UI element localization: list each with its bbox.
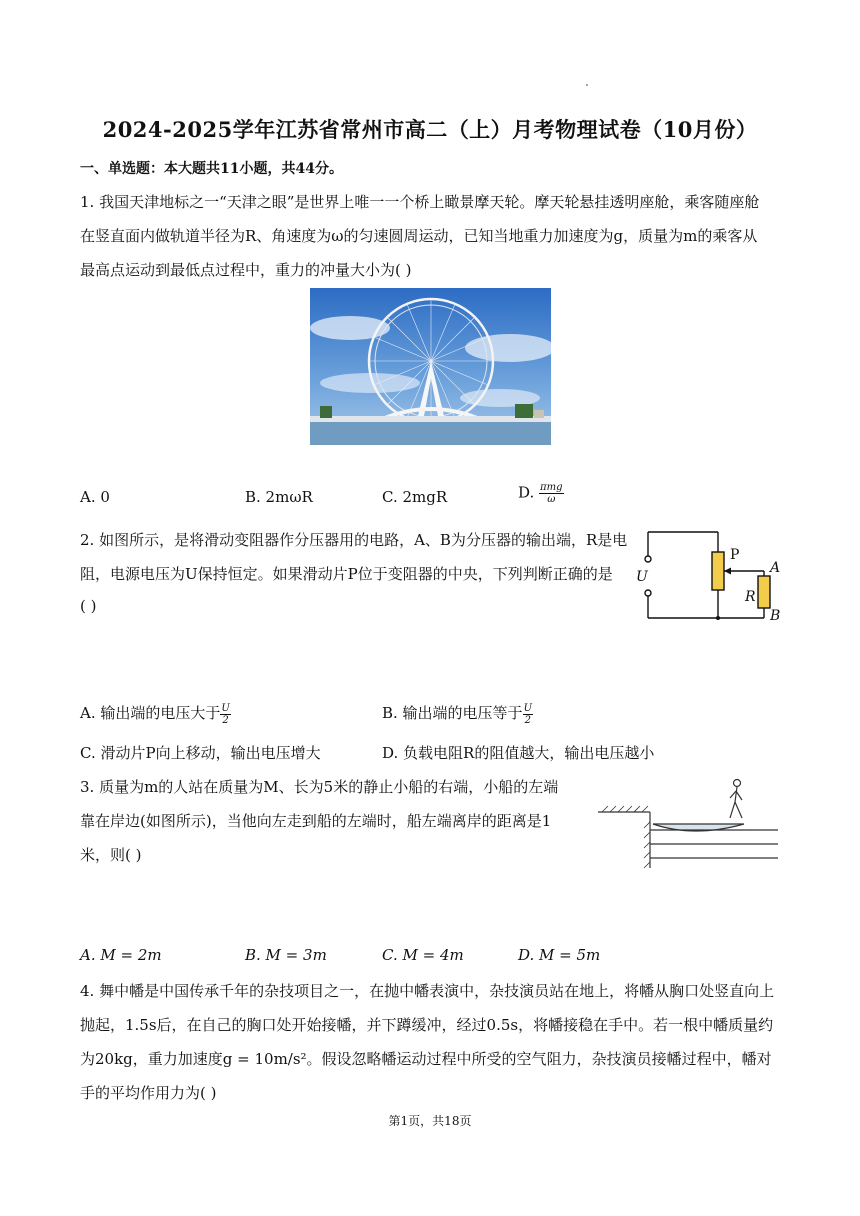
circuit-diagram [636,524,786,628]
q2-option-b-denominator: 2 [524,714,531,726]
q1-option-d-denominator: ω [547,494,556,505]
q2-option-d: D. 负载电阻R的阻值越大，输出电压越小 [382,744,655,762]
q2-option-b-numerator: U [523,702,532,714]
q2-line-2: 阻，电源电压为U保持恒定。如果滑动片P位于变阻器的中央，下列判断正确的是 [80,565,613,583]
ferris-wheel-photo [310,288,551,445]
circuit-label-p: P [730,547,740,563]
q3-line-1: 3. 质量为m的人站在质量为M、长为5米的静止小船的右端，小船的左端 [80,778,559,796]
circuit-label-a: A [770,560,781,576]
q1-option-b: B. 2mωR [245,488,313,506]
q2-line-3: ( ) [80,597,97,615]
boat-diagram [596,778,782,870]
q2-line-1: 2. 如图所示，是将滑动变阻器作分压器用的电路，A、B为分压器的输出端，R是电 [80,531,628,549]
q3-option-a: A. M = 2m [80,946,162,964]
q1-option-d [518,482,564,505]
page-footer: 第1页，共18页 [388,1114,472,1128]
q2-option-a-text: A. 输出端的电压大于 [80,704,221,722]
q2-option-b [382,702,533,726]
q3-line-2: 靠在岸边(如图所示)，当他向左走到船的左端时，船左端离岸的距离是1 [80,812,552,830]
q1-option-d-numerator: πmg [540,482,563,493]
scan-dot [586,84,588,86]
q4-line-3: 为20kg，重力加速度g = 10m/s²。假设忽略幡运动过程中所受的空气阻力，杂技演员接幡过程中，幡对 [80,1050,772,1068]
circuit-label-r: R [745,589,756,605]
q2-option-c: C. 滑动片P向上移动，输出电压增大 [80,744,321,762]
q1-option-c: C. 2mgR [382,488,448,506]
q1-line-2: 在竖直面内做轨道半径为R、角速度为ω的匀速圆周运动，已知当地重力加速度为g，质量为m的乘客从 [80,227,758,245]
q1-option-d-prefix: D. [518,483,540,502]
q4-line-2: 抛起，1.5s后，在自己的胸口处开始接幡，并下蹲缓冲，经过0.5s，将幡接稳在手中。若一根中幡质量约 [80,1016,774,1034]
q2-option-b-text: B. 输出端的电压等于 [382,704,523,722]
q2-option-a-numerator: U [221,702,230,714]
exam-title: 2024-2025学年江苏省常州市高二（上）月考物理试卷（10月份） [102,117,758,142]
q4-line-1: 4. 舞中幡是中国传承千年的杂技项目之一，在抛中幡表演中，杂技演员站在地上，将幡从胸口处竖直向上 [80,982,775,1000]
circuit-label-u: U [636,569,648,585]
q2-option-a [80,702,231,726]
q3-option-c: C. M = 4m [382,946,464,964]
circuit-label-b: B [770,608,781,624]
q1-option-a: A. 0 [80,488,110,506]
q1-line-1: 1. 我国天津地标之一“天津之眼”是世界上唯一一个桥上瞰景摩天轮。摩天轮悬挂透明座舱，乘客随座舱 [80,193,760,211]
q1-line-3: 最高点运动到最低点过程中，重力的冲量大小为( ) [80,261,412,279]
q4-line-4: 手的平均作用力为( ) [80,1084,217,1102]
q3-option-b: B. M = 3m [245,946,327,964]
section-heading: 一、单选题：本大题共11小题，共44分。 [80,161,343,177]
q3-option-d: D. M = 5m [518,946,601,964]
q3-line-3: 米，则( ) [80,846,142,864]
q2-option-a-denominator: 2 [222,714,229,726]
